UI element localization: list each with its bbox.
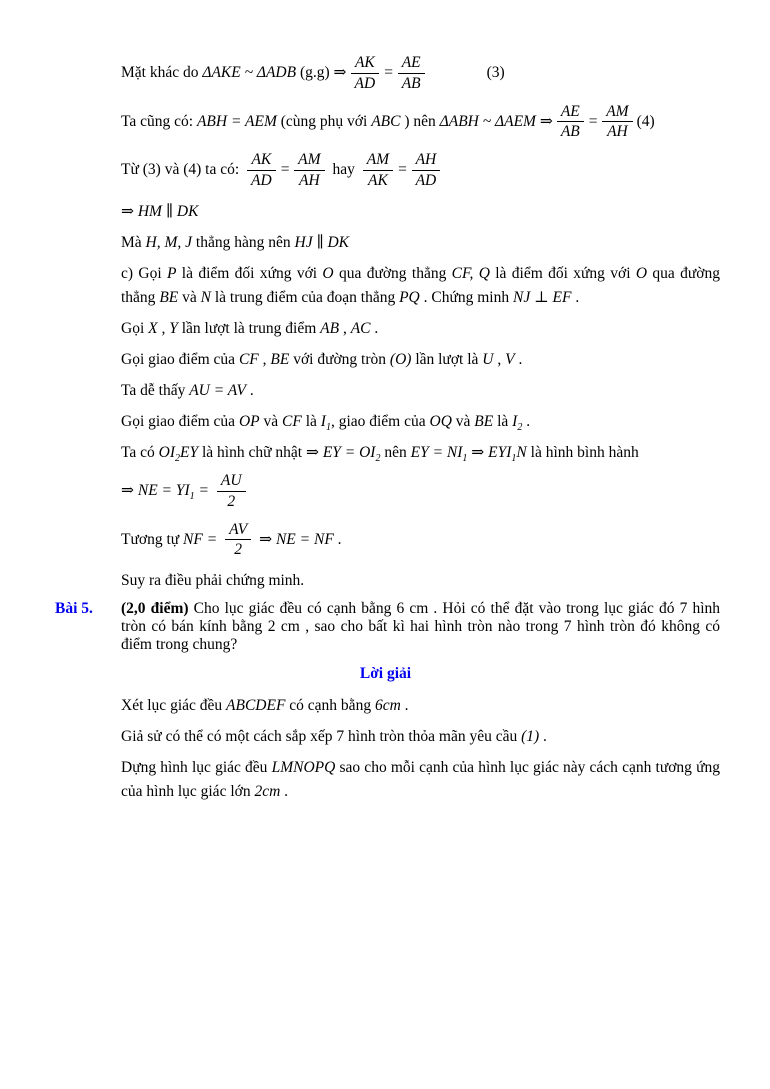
math-segment: HJ ∥ DK	[294, 233, 350, 251]
math-segment: N	[516, 444, 527, 461]
math-segment: ⇒ HM ∥ DK	[121, 202, 199, 220]
math-segment: CF	[282, 412, 302, 430]
text-segment: .	[245, 381, 254, 399]
paragraph-hexagon-abcdef	[121, 694, 720, 718]
problem-number-label: Bài 5.	[55, 600, 93, 618]
fraction	[247, 151, 276, 190]
fraction-numerator: AK	[351, 54, 380, 74]
fraction-denominator: AH	[299, 172, 320, 190]
text-segment: là hình bình hành	[526, 444, 639, 461]
text-segment: Ta có	[121, 444, 159, 461]
fraction-numerator: AH	[412, 151, 441, 171]
fraction-denominator: 2	[227, 492, 236, 510]
math-segment: X , Y	[148, 319, 178, 337]
text-segment: (g.g)	[296, 63, 334, 81]
text-segment: hay	[328, 161, 359, 179]
math-segment: AU = AV	[189, 381, 246, 399]
math-segment: OI	[158, 444, 176, 461]
equals-sign: =	[397, 161, 408, 179]
paragraph-nf-equals-av-half	[121, 521, 720, 560]
text-segment: là điểm đối xứng với	[176, 264, 323, 282]
paragraph-assumption	[121, 725, 720, 749]
math-segment: (1)	[521, 728, 540, 746]
text-segment: thẳng hàng nên	[192, 233, 295, 251]
points-label: (2,0 điểm)	[121, 600, 189, 618]
math-segment: 2cm	[254, 783, 281, 801]
math-segment: OP	[238, 412, 260, 430]
math-segment: BE	[474, 412, 494, 430]
math-segment: ABCDEF	[226, 697, 286, 715]
paragraph-similar-triangles-3	[121, 54, 720, 93]
fraction-numerator: AK	[247, 151, 276, 171]
fraction-denominator: AD	[354, 74, 376, 92]
implies-arrow: ⇒	[333, 63, 347, 81]
text-segment: ,	[339, 319, 351, 337]
subscript: 2	[175, 453, 181, 465]
text-segment: là	[301, 412, 321, 430]
paragraph-from-3-and-4	[121, 151, 720, 190]
text-segment: Từ (3) và (4) ta có:	[121, 161, 244, 179]
text-segment: Suy ra điều phải chứng minh.	[121, 572, 305, 590]
fraction	[294, 151, 324, 190]
fraction-denominator: 2	[234, 541, 243, 559]
paragraph-rectangle-parallelogram	[121, 441, 720, 465]
text-segment: c) Gọi	[121, 264, 167, 282]
math-segment: NF =	[183, 530, 222, 548]
fraction-numerator: AU	[217, 472, 246, 492]
text-segment: Ta cũng có:	[121, 112, 197, 130]
text-segment: và	[259, 412, 283, 430]
math-segment: LMNOPQ	[271, 759, 336, 777]
subscript: 2	[517, 422, 523, 434]
text-segment: là	[493, 412, 513, 430]
fraction-denominator: AB	[560, 123, 580, 141]
text-segment: Gọi giao điểm của	[121, 350, 239, 368]
math-segment: (O)	[389, 350, 412, 368]
text-segment: và	[451, 412, 475, 430]
text-segment: là trung điểm của đoạn thẳng	[210, 288, 400, 306]
text-segment: .	[280, 783, 289, 801]
subscript: 1	[189, 490, 195, 502]
fraction	[351, 54, 380, 93]
math-segment: EY	[180, 444, 199, 461]
text-segment: và	[178, 288, 201, 306]
math-segment: ⇒ EY = OI	[305, 444, 376, 461]
text-segment: Mà	[121, 233, 146, 251]
text-segment: Gọi giao điểm của	[121, 412, 239, 430]
math-segment: 6cm	[374, 697, 401, 715]
fraction-denominator: AD	[251, 172, 272, 190]
math-segment: N	[200, 288, 211, 306]
text-segment: sao cho mỗi cạnh của hình lục giác này cách cạnh tương ứng của hình lục giác lớn	[121, 759, 720, 801]
text-segment: ,	[258, 350, 271, 368]
math-segment: ΔABH ~ ΔAEM ⇒	[439, 112, 553, 130]
text-segment: nên	[380, 444, 411, 461]
text-segment: Dựng hình lục giác đều	[121, 759, 272, 777]
paragraph-part-c-statement	[121, 262, 720, 310]
subscript: 1	[511, 453, 517, 465]
text-segment: .	[333, 530, 342, 548]
text-segment: .	[514, 350, 523, 368]
math-segment: P	[166, 264, 177, 282]
equals-sign: =	[279, 161, 291, 179]
equation-tag: (3)	[486, 63, 505, 81]
text-segment: qua đường thẳng	[333, 264, 452, 282]
math-segment: AC	[350, 319, 371, 337]
paragraph-au-equals-av	[121, 379, 720, 403]
fraction	[398, 54, 425, 93]
fraction-numerator: AM	[602, 103, 632, 123]
equals-sign: =	[194, 481, 213, 499]
subscript: 1	[462, 453, 468, 465]
fraction	[363, 151, 393, 190]
paragraph-intersections-uv	[121, 348, 720, 372]
text-segment: lần lượt là trung điểm	[177, 319, 321, 337]
math-segment: ABC	[371, 112, 401, 130]
math-segment: H, M, J	[145, 233, 193, 251]
fraction-denominator: AK	[367, 172, 388, 190]
paragraph-angles-equal-4	[121, 103, 720, 142]
fraction-denominator: AD	[415, 172, 437, 190]
fraction-numerator: AM	[294, 151, 324, 171]
text-segment: Xét lục giác đều	[121, 697, 227, 715]
math-segment: PQ	[399, 288, 420, 306]
text-segment: Gọi	[121, 319, 149, 337]
equals-sign: =	[587, 112, 599, 130]
math-segment: ⇒ EYI	[467, 444, 512, 461]
text-segment: .	[370, 319, 379, 337]
fraction-numerator: AM	[363, 151, 393, 171]
math-segment: U	[482, 350, 494, 368]
paragraph-qed	[121, 569, 720, 593]
subscript: 1	[325, 422, 331, 434]
text-segment: Giả sử có thể có một cách sắp xếp 7 hình tròn thỏa mãn yêu cầu	[121, 728, 522, 746]
fraction-denominator: AH	[607, 123, 628, 141]
math-segment: I	[512, 412, 518, 430]
text-segment: , giao điểm của	[330, 412, 430, 430]
fraction	[225, 521, 251, 560]
text-segment: Ta dễ thấy	[121, 381, 190, 399]
paragraph-intersections-i1-i2	[121, 410, 720, 434]
paragraph-ne-equals-au-half	[121, 472, 720, 511]
math-segment: EY = NI	[410, 444, 463, 461]
paragraph-hm-parallel-dk	[121, 200, 720, 224]
text-segment: . Chứng minh	[419, 288, 513, 306]
paragraph-hj-parallel-dk	[121, 231, 720, 255]
math-segment: O	[635, 264, 648, 282]
fraction	[217, 472, 246, 511]
text-segment: ,	[493, 350, 506, 368]
text-segment: với đường tròn	[289, 350, 390, 368]
math-segment: CF	[238, 350, 259, 368]
fraction	[412, 151, 441, 190]
fraction-denominator: AB	[401, 74, 421, 92]
math-segment: ⇒ NE = NF	[255, 530, 334, 548]
text-segment: (cùng phụ với	[276, 112, 372, 130]
fraction	[557, 103, 584, 142]
math-segment: O	[322, 264, 334, 282]
paragraph-midpoints-xy	[121, 317, 720, 341]
solution-heading: Lời giải	[359, 665, 412, 683]
text-segment: ) nên	[400, 112, 440, 130]
text-segment: .	[571, 288, 580, 306]
equation-tag: (4)	[636, 112, 655, 130]
equals-sign: =	[383, 63, 394, 81]
math-segment: CF, Q	[451, 264, 490, 282]
text-segment: qua đường thẳng	[121, 264, 720, 306]
text-segment: Mặt khác do	[121, 63, 203, 81]
problem-5-block	[55, 600, 720, 654]
fraction-numerator: AE	[557, 103, 584, 123]
math-segment: ΔAKE ~ ΔADB	[202, 63, 297, 81]
math-segment: ⇒ NE = YI	[121, 481, 190, 499]
math-segment: AB	[320, 319, 340, 337]
math-segment: I	[320, 412, 326, 430]
problem-statement: Cho lục giác đều có cạnh bằng 6 cm . Hỏi có thể đặt vào trong lục giác đó 7 hình tròn có bán kính bằng 2 cm , sao cho bất kì hai hình tròn nào trong 7 hình tròn đó không có điểm trong chung?	[121, 600, 720, 654]
paragraph-construct-hexagon	[121, 756, 720, 804]
fraction	[602, 103, 632, 142]
text-segment: .	[400, 697, 409, 715]
text-segment: .	[522, 412, 531, 430]
math-segment: OQ	[429, 412, 452, 430]
text-segment: lần lượt là	[411, 350, 483, 368]
fraction-numerator: AV	[225, 521, 251, 541]
text-segment: có cạnh bằng	[285, 697, 375, 715]
text-segment: là điểm đối xứng với	[489, 264, 636, 282]
subscript: 2	[375, 453, 381, 465]
math-segment: BE	[270, 350, 290, 368]
math-segment: BE	[159, 288, 179, 306]
text-segment: .	[539, 728, 547, 746]
fraction-numerator: AE	[398, 54, 425, 74]
math-segment: ABH = AEM	[196, 112, 277, 130]
text-segment: Tương tự	[121, 530, 184, 548]
text-segment: là hình chữ nhật	[198, 444, 306, 461]
math-segment: NJ ⊥ EF	[513, 288, 572, 306]
math-segment: V	[505, 350, 515, 368]
